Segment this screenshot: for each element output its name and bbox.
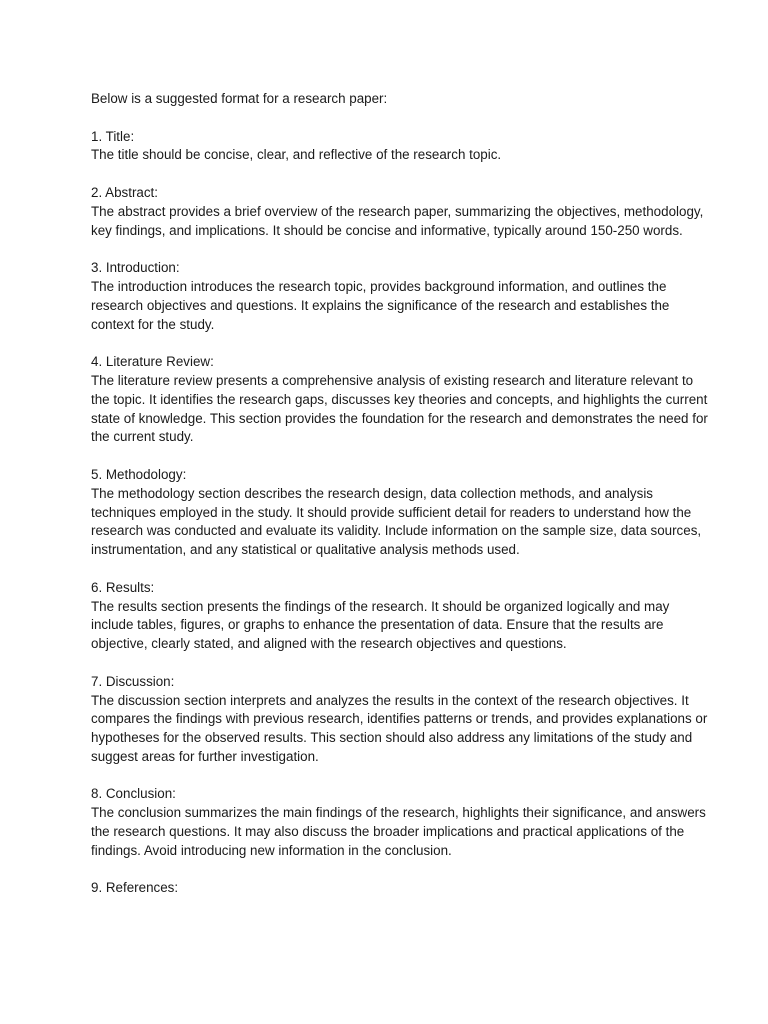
section-body: The methodology section describes the research design, data collection methods, and analysis techniques employed in the study. It should provide sufficient detail for readers to understand how the research was conducted and evaluate its validity. Include information on the sample size, data sources, instrumentation, and any statistical or qualitative analysis methods used. bbox=[91, 485, 702, 558]
intro-text: Below is a suggested format for a research paper: bbox=[91, 91, 388, 106]
section-discussion bbox=[91, 673, 708, 767]
section-body: The literature review presents a comprehensive analysis of existing research and literature relevant to the topic. It identifies the research gaps, discusses key theories and concepts, and highlights the current state of knowledge. This section provides the foundation for the research and demonstrates the need for the current study. bbox=[91, 372, 708, 445]
section-references bbox=[91, 879, 708, 898]
section-heading: 7. Discussion: bbox=[91, 673, 175, 689]
section-abstract bbox=[91, 184, 708, 240]
section-body: The abstract provides a brief overview of the research paper, summarizing the objectives, methodology, key findings, and implications. It should be concise and informative, typically around 150-250 words. bbox=[91, 203, 704, 238]
section-heading: 2. Abstract: bbox=[91, 184, 158, 200]
section-body: The introduction introduces the research topic, provides background information, and outlines the research objectives and questions. It explains the significance of the research and establishes the context for the study. bbox=[91, 278, 670, 332]
section-heading: 9. References: bbox=[91, 880, 179, 896]
section-heading: 1. Title: bbox=[91, 128, 135, 144]
section-body: The conclusion summarizes the main findings of the research, highlights their significance, and answers the research questions. It may also discuss the broader implications and practical applications of the findings. Avoid introducing new information in the conclusion. bbox=[91, 805, 706, 858]
section-heading: 3. Introduction: bbox=[91, 260, 180, 276]
section-body: The discussion section interprets and analyzes the results in the context of the research objectives. It compares the findings with previous research, identifies patterns or trends, and provides explanations or hypotheses for the observed results. This section should also address any limitations of the study and suggest areas for further investigation. bbox=[91, 692, 708, 764]
section-results bbox=[91, 579, 708, 654]
section-heading: 4. Literature Review: bbox=[91, 354, 214, 370]
section-body: The title should be concise, clear, and reflective of the research topic. bbox=[91, 147, 502, 163]
section-title bbox=[91, 128, 708, 166]
section-heading: 5. Methodology: bbox=[91, 466, 187, 482]
section-conclusion bbox=[91, 785, 708, 860]
section-methodology bbox=[91, 466, 708, 560]
section-heading: 6. Results: bbox=[91, 579, 155, 595]
section-introduction bbox=[91, 259, 708, 334]
section-body: The results section presents the findings of the research. It should be organized logically and may include tables, figures, or graphs to enhance the presentation of data. Ensure that the results are objective, clearly stated, and aligned with the research objectives and questions. bbox=[91, 598, 670, 652]
section-literature-review bbox=[91, 353, 708, 447]
section-heading: 8. Conclusion: bbox=[91, 786, 176, 802]
